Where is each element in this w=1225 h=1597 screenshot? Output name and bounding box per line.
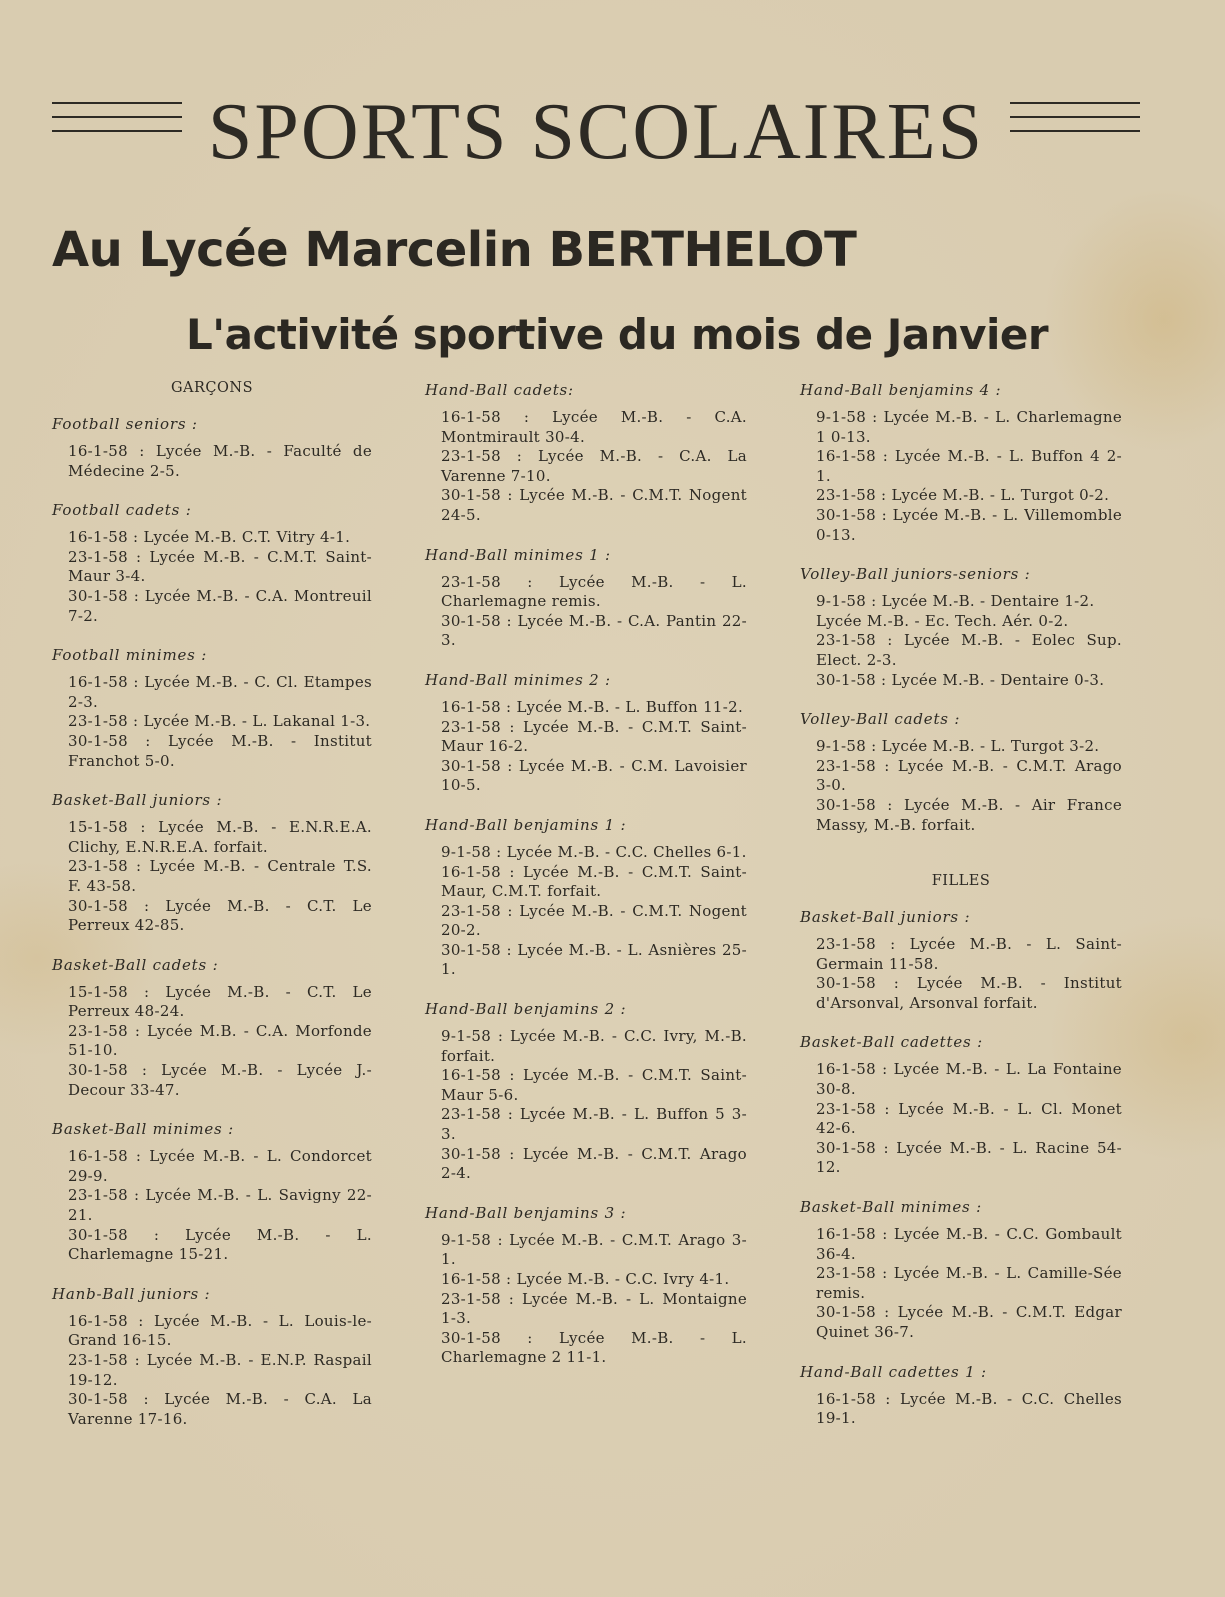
match-result: 30-1-58 : Lycée M.-B. - L. Racine 54-12. [816, 1138, 1122, 1177]
sport-category: Hand-Ball benjamins 1 : [425, 815, 627, 834]
match-result: 30-1-58 : Lycée M.-B. - C.A. Pantin 22-3. [441, 611, 747, 650]
match-result: 15-1-58 : Lycée M.-B. - E.N.R.E.A. Clichy, E.N.R.E.A. forfait. [68, 818, 372, 856]
results-list [52, 673, 372, 771]
results-list [425, 843, 747, 980]
match-result: 30-1-58 : Lycée M.-B. - C.M.T. Arago 2-4. [441, 1144, 747, 1183]
results-list [425, 1027, 747, 1184]
match-result: 30-1-58 : Lycée M.-B. - C.M.T. Nogent 24-5. [441, 486, 747, 524]
match-result: 16-1-58 : Lycée M.-B. - C.M.T. Saint-Maur, C.M.T. forfait. [441, 862, 747, 901]
match-result: 23-1-58 : Lycée M.-B. - E.N.P. Raspail 19-12. [68, 1351, 372, 1389]
results-column-1 [52, 380, 372, 1448]
match-result: 30-1-58 : Lycée M.-B. - Institut Franchot 5-0. [68, 731, 372, 770]
match-result: 16-1-58 : Lycée M.-B. - C. Cl. Etampes 2-3. [68, 673, 372, 711]
match-result: 23-1-58 : Lycée M.-B. - Centrale T.S. F. 43-58. [68, 857, 372, 895]
results-list [52, 442, 372, 481]
match-result: 16-1-58 : Lycée M.-B. - L. Buffon 11-2. [441, 697, 744, 716]
match-result: 9-1-58 : Lycée M.-B. - L. Charlemagne 1 0-13. [816, 408, 1122, 446]
sport-category: Basket-Ball minimes : [800, 1198, 982, 1217]
results-list [52, 528, 372, 626]
results-list [800, 1060, 1122, 1178]
match-result: 23-1-58 : Lycée M.-B. - C.M.T. Saint-Maur 3-4. [68, 547, 372, 586]
match-result: 9-1-58 : Lycée M.-B. - C.M.T. Arago 3-1. [441, 1230, 747, 1269]
match-result: 23-1-58 : Lycée M.-B. - L. Savigny 22-21. [68, 1186, 372, 1225]
match-result: 16-1-58 : Lycée M.-B. - C.C. Gombault 36-4. [816, 1225, 1122, 1263]
masthead-rules-left [52, 102, 182, 144]
results-list [800, 592, 1122, 690]
match-result: 30-1-58 : Lycée M.-B. - Air France Massy, M.-B. forfait. [816, 795, 1122, 834]
results-column-3 [800, 380, 1122, 1448]
match-result: 23-1-58 : Lycée M.-B. - L. Camille-Sée remis. [816, 1264, 1122, 1302]
results-list [52, 818, 372, 936]
sport-category: Basket-Ball cadettes : [800, 1033, 983, 1052]
match-result: 16-1-58 : Lycée M.-B. - C.A. Montmirault 30-4. [441, 408, 747, 446]
sport-category: Hand-Ball benjamins 2 : [425, 1000, 627, 1019]
sport-category: Volley-Ball juniors-seniors : [800, 565, 1031, 584]
match-result: 30-1-58 : Lycée M.-B. - L. Charlemagne 2 11-1. [441, 1328, 747, 1367]
results-list [800, 1225, 1122, 1343]
headline-school: Au Lycée Marcelin BERTHELOT [52, 222, 857, 278]
match-result: 30-1-58 : Lycée M.-B. - C.M. Lavoisier 10-5. [441, 756, 747, 795]
match-result: 16-1-58 : Lycée M.-B. - C.C. Chelles 19-1. [816, 1389, 1122, 1428]
sport-category: Hand-Ball cadettes 1 : [800, 1362, 987, 1381]
match-result: 30-1-58 : Lycée M.-B. - C.A. La Varenne 17-16. [68, 1390, 372, 1428]
match-result: Lycée M.-B. - Ec. Tech. Aér. 0-2. [816, 611, 1069, 630]
sport-category: Hand-Ball minimes 2 : [425, 670, 611, 689]
match-result: 23-1-58 : Lycée M.-B. - L. Saint-Germain 11-58. [816, 935, 1122, 973]
match-result: 16-1-58 : Lycée M.-B. - Faculté de Médecine 2-5. [68, 442, 372, 480]
results-list [800, 408, 1122, 545]
match-result: 23-1-58 : Lycée M.-B. - C.M.T. Nogent 20-2. [441, 901, 747, 940]
results-column-2 [425, 380, 747, 1387]
match-result: 30-1-58 : Lycée M.-B. - Dentaire 0-3. [816, 670, 1105, 689]
sport-category: Volley-Ball cadets : [800, 710, 961, 729]
match-result: 23-1-58 : Lycée M.-B. - L. Lakanal 1-3. [68, 712, 371, 731]
sport-category: Basket-Ball minimes : [52, 1120, 234, 1139]
results-list [425, 408, 747, 526]
match-result: 16-1-58 : Lycée M.-B. - L. Louis-le-Grand 16-15. [68, 1311, 372, 1350]
match-result: 23-1-58 : Lycée M.-B. - C.A. La Varenne 7-10. [441, 447, 747, 485]
results-list [425, 573, 747, 651]
match-result: 23-1-58 : Lycée M.-B. - L. Montaigne 1-3. [441, 1289, 747, 1328]
match-result: 9-1-58 : Lycée M.-B. - Dentaire 1-2. [816, 592, 1095, 611]
match-result: 9-1-58 : Lycée M.-B. - L. Turgot 3-2. [816, 737, 1100, 756]
match-result: 30-1-58 : Lycée M.-B. - C.M.T. Edgar Quinet 36-7. [816, 1303, 1122, 1341]
match-result: 23-1-58 : Lycée M.-B. - Eolec Sup. Elect. 2-3. [816, 631, 1122, 669]
match-result: 23-1-58 : Lycée M.-B. - L. Turgot 0-2. [816, 486, 1110, 505]
results-list [800, 737, 1122, 835]
sport-category: Hand-Ball benjamins 3 : [425, 1203, 627, 1222]
match-result: 30-1-58 : Lycée M.-B. - L. Villemomble 0-13. [816, 505, 1122, 544]
results-list [52, 983, 372, 1101]
results-list [800, 1390, 1122, 1429]
results-list [425, 698, 747, 796]
sport-category: Hand-Ball minimes 1 : [425, 545, 611, 564]
match-result: 9-1-58 : Lycée M.-B. - C.C. Ivry, M.-B. forfait. [441, 1027, 747, 1065]
match-result: 16-1-58 : Lycée M.-B. - L. La Fontaine 30-8. [816, 1060, 1122, 1099]
results-list [425, 1231, 747, 1368]
match-result: 15-1-58 : Lycée M.-B. - C.T. Le Perreux 48-24. [68, 982, 372, 1021]
masthead-title: SPORTS SCOLAIRES [207, 88, 985, 176]
sport-category: Basket-Ball juniors : [800, 908, 971, 927]
match-result: 16-1-58 : Lycée M.-B. - C.C. Ivry 4-1. [441, 1270, 730, 1288]
sport-category: Football seniors : [52, 415, 198, 433]
match-result: 23-1-58 : Lycée M.-B. - L. Charlemagne remis. [441, 572, 747, 611]
headline-subtitle: L'activité sportive du mois de Janvier [186, 310, 1049, 359]
match-result: 16-1-58 : Lycée M.-B. - L. Buffon 4 2-1. [816, 447, 1122, 485]
match-result: 30-1-58 : Lycée M.-B. - L. Charlemagne 15-21. [68, 1225, 372, 1264]
match-result: 30-1-58 : Lycée M.-B. - C.A. Montreuil 7-2. [68, 586, 372, 625]
section-header: FILLES [931, 873, 991, 890]
match-result: 23-1-58 : Lycée M.B. - C.A. Morfonde 51-10. [68, 1021, 372, 1060]
match-result: 30-1-58 : Lycée M.-B. - Lycée J.-Decour 33-47. [68, 1061, 372, 1099]
sport-category: Hanb-Ball juniors : [52, 1284, 211, 1303]
sport-category: Basket-Ball juniors : [52, 791, 223, 810]
results-list [52, 1147, 372, 1265]
results-list [52, 1312, 372, 1430]
match-result: 16-1-58 : Lycée M.-B. - C.M.T. Saint-Maur 5-6. [441, 1066, 747, 1104]
sport-category: Football cadets : [52, 501, 192, 520]
match-result: 23-1-58 : Lycée M.-B. - L. Buffon 5 3-3. [441, 1105, 747, 1144]
sport-category: Basket-Ball cadets : [52, 955, 219, 974]
match-result: 16-1-58 : Lycée M.-B. - L. Condorcet 29-9. [68, 1147, 372, 1185]
sport-category: Hand-Ball benjamins 4 : [800, 381, 1002, 399]
sport-category: Football minimes : [52, 646, 208, 665]
masthead [52, 88, 1140, 176]
section-header: GARÇONS [170, 380, 254, 396]
masthead-rules-right [1010, 102, 1140, 144]
results-list [800, 935, 1122, 1013]
match-result: 9-1-58 : Lycée M.-B. - C.C. Chelles 6-1. [441, 842, 747, 861]
match-result: 30-1-58 : Lycée M.-B. - C.T. Le Perreux 42-85. [68, 896, 372, 935]
match-result: 30-1-58 : Lycée M.-B. - L. Asnières 25-1. [441, 940, 747, 979]
match-result: 23-1-58 : Lycée M.-B. - L. Cl. Monet 42-6. [816, 1099, 1122, 1138]
match-result: 16-1-58 : Lycée M.-B. C.T. Vitry 4-1. [68, 528, 351, 547]
match-result: 30-1-58 : Lycée M.-B. - Institut d'Arsonval, Arsonval forfait. [816, 974, 1122, 1012]
sport-category: Hand-Ball cadets: [425, 381, 574, 399]
match-result: 23-1-58 : Lycée M.-B. - C.M.T. Arago 3-0. [816, 756, 1122, 795]
match-result: 23-1-58 : Lycée M.-B. - C.M.T. Saint-Maur 16-2. [441, 717, 747, 756]
